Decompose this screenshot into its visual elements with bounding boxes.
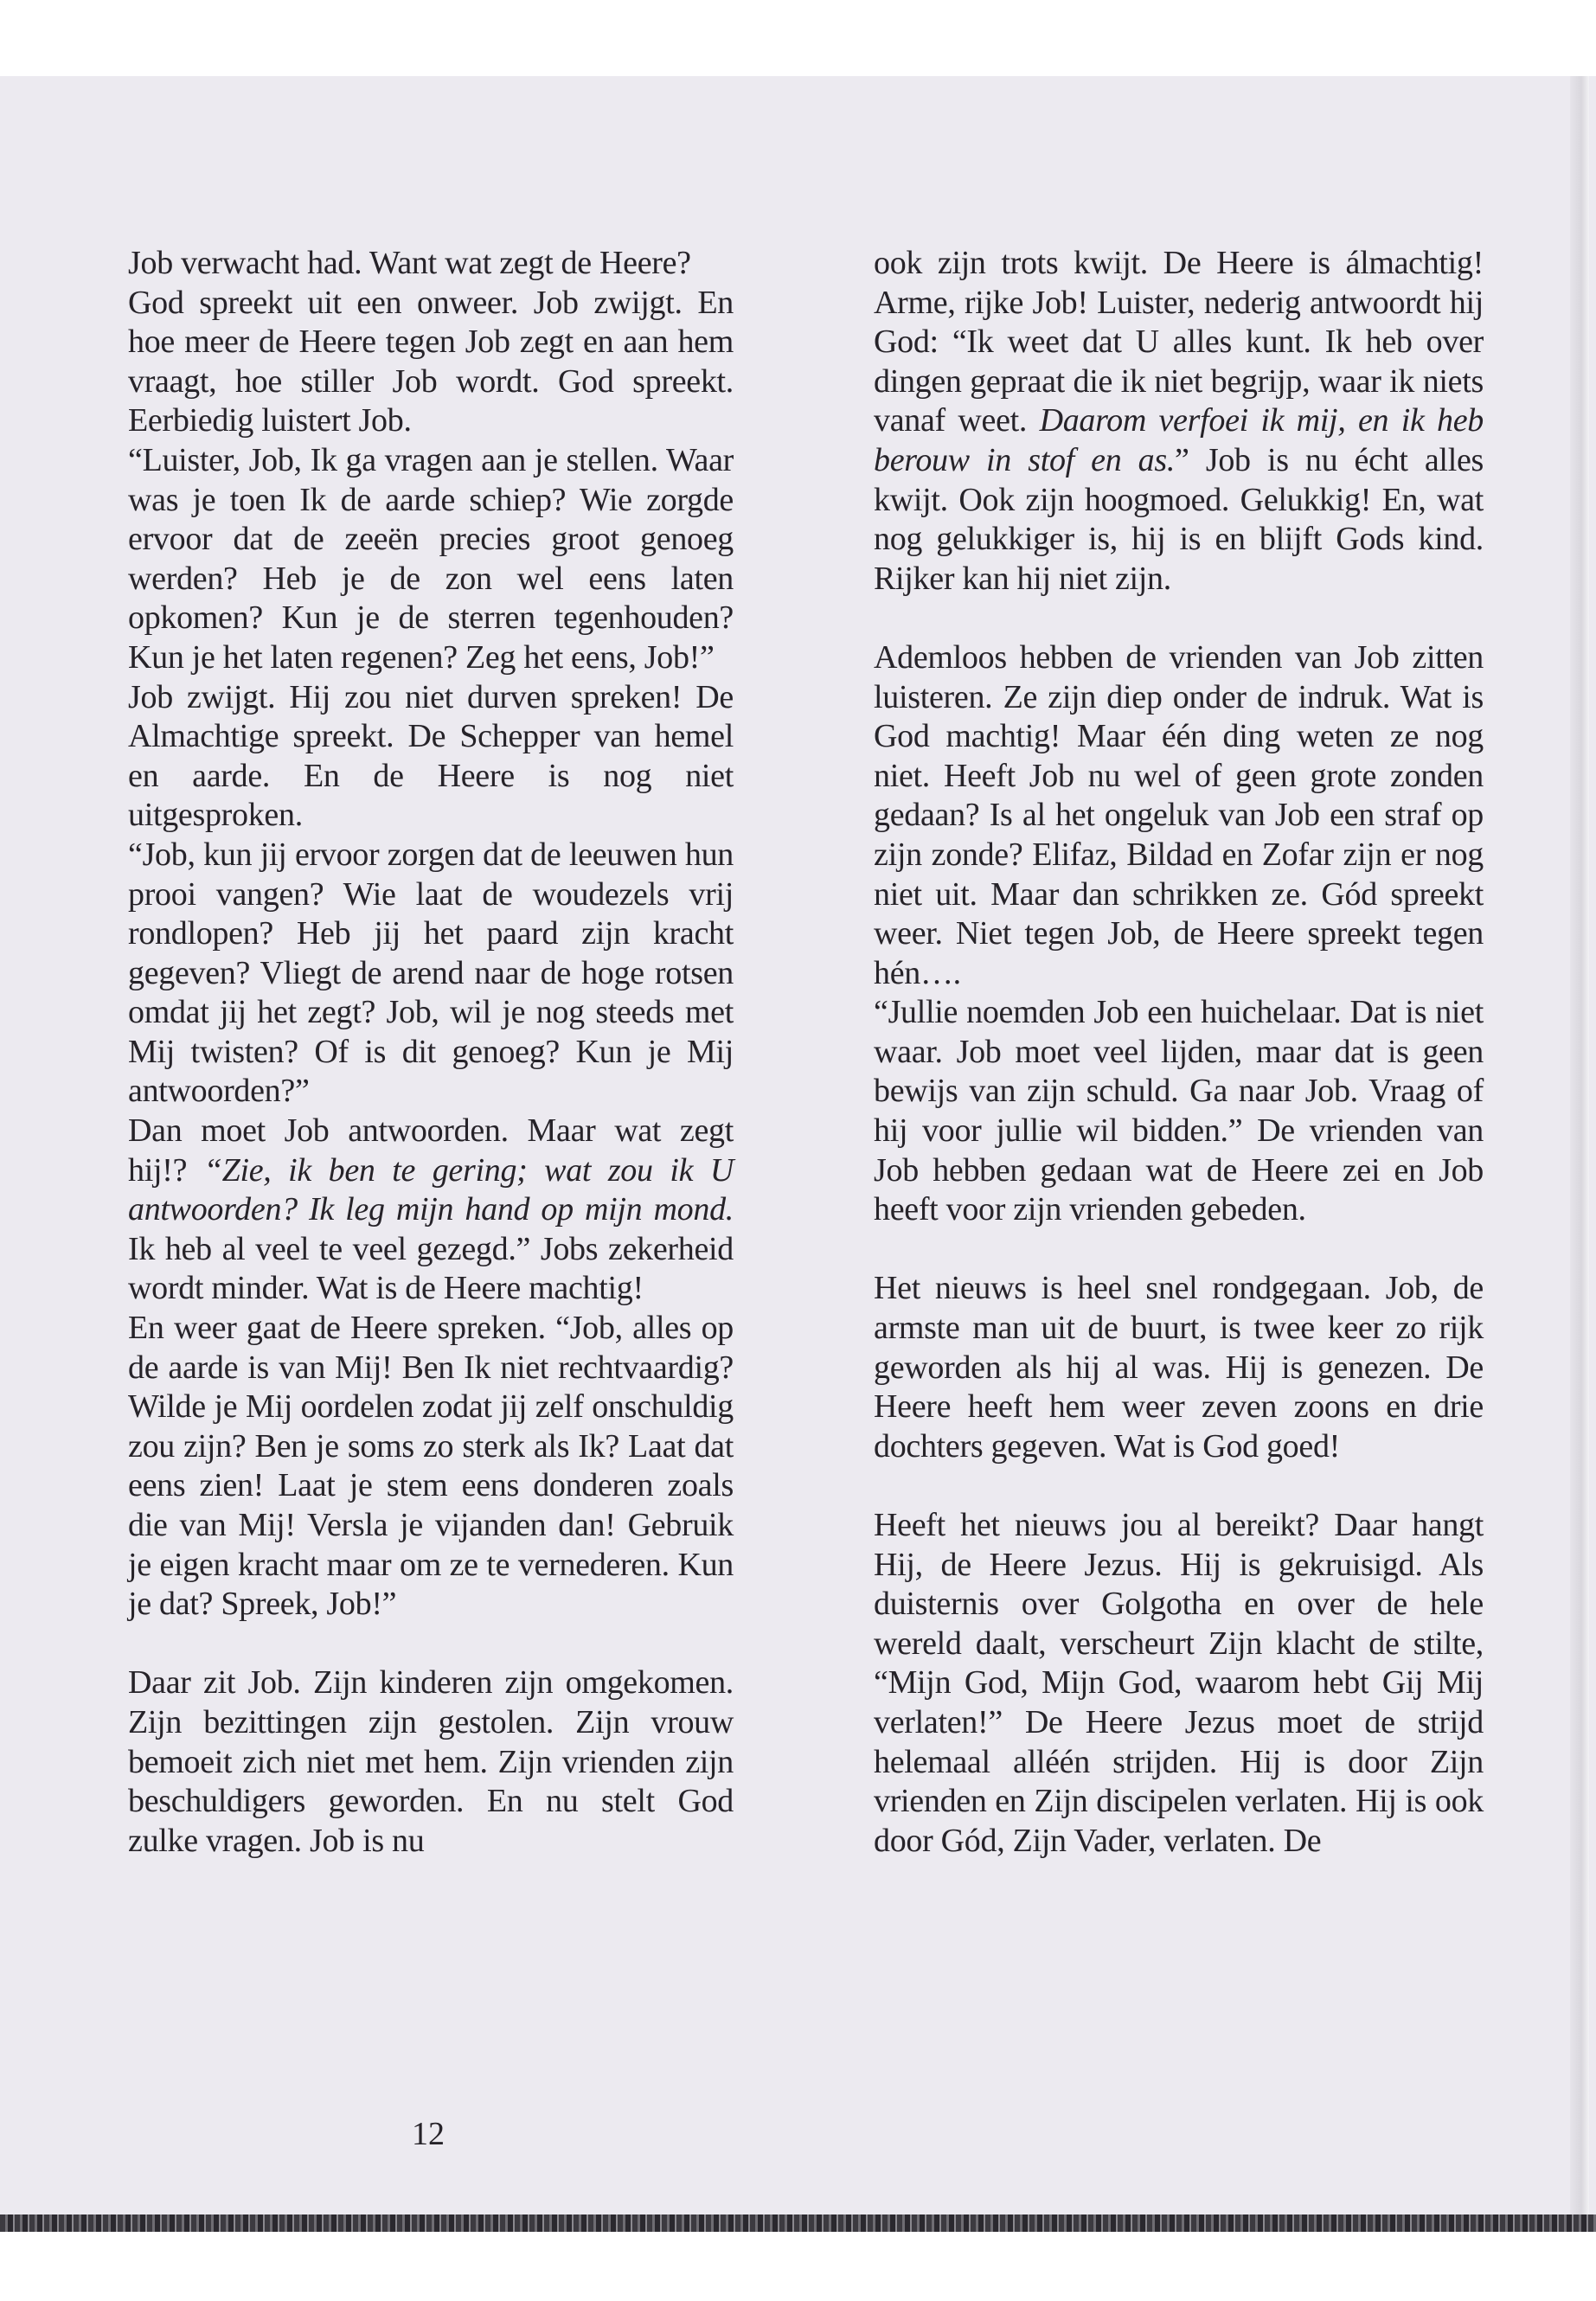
paragraph: “Jullie noemden Job een huichelaar. Dat is niet waar. Job moet veel lijden, maar dat is geen bewijs van zijn schuld. Ga naar Job. Vraag of hij voor jullie wil bidden.” De vrienden van Job hebben gedaan wat de Heere zei en Job heeft voor zijn vrienden gebeden.	[874, 994, 1484, 1228]
paragraph: Job zwijgt. Hij zou niet durven spreken! De Almachtige spreekt. De Schepper van hemel en aarde. En de Heere is nog niet uitgesproken.	[128, 678, 734, 834]
paragraph	[874, 244, 1484, 599]
left-column	[128, 244, 734, 1861]
text-run: ” Job is nu écht alles kwijt. Ook zijn hoogmoed. Gelukkig! En, wat nog gelukkiger is, hij is en blijft Gods kind. Rijker kan hij niet zijn.	[874, 441, 1484, 597]
paragraph: En weer gaat de Heere spreken. “Job, alles op de aarde is van Mij! Ben Ik niet rechtvaardig? Wilde je Mij oordelen zodat jij zelf onschuldig zou zijn? Ben je soms zo sterk als Ik? Laat dat eens zien! Laat je stem eens donderen zoals die van Mij! Versla je vijanden dan! Gebruik je eigen kracht maar om ze te vernederen. Kun je dat? Spreek, Job!”	[128, 1310, 734, 1623]
scan-margin-bottom	[0, 2232, 1596, 2301]
paragraph	[128, 1112, 734, 1309]
paragraph: God spreekt uit een onweer. Job zwijgt. En hoe meer de Heere tegen Job zegt en aan hem vraagt, hoe stiller Job wordt. God spreekt. Eerbiedig luistert Job.	[128, 284, 734, 439]
scripture-quote: “Zie, ik ben te gering; wat zou ik U antwoorden? Ik leg mijn hand op mijn mond.	[128, 1151, 734, 1228]
page-edge-shadow	[1570, 76, 1589, 2232]
scan-margin-top	[0, 0, 1596, 76]
paragraph: Daar zit Job. Zijn kinderen zijn omgekomen. Zijn bezittingen zijn gestolen. Zijn vrouw bemoeit zich niet met hem. Zijn vrienden zijn beschuldigers geworden. En nu stelt God zulke vragen. Job is nu	[128, 1664, 734, 1859]
paragraph: Heeft het nieuws jou al bereikt? Daar hangt Hij, de Heere Jezus. Hij is gekruisigd. Als duisternis over Golgotha en over de hele wereld daalt, verscheurt Zijn klacht de stilte, “Mijn God, Mijn God, waarom hebt Gij Mij verlaten!” De Heere Jezus moet de strijd helemaal alléén strijden. Hij is door Zijn vrienden en Zijn discipelen verlaten. Hij is ook door Gód, Zijn Vader, verlaten. De	[874, 1507, 1484, 1859]
page-bottom-binding	[0, 2214, 1596, 2232]
paragraph: “Job, kun jij ervoor zorgen dat de leeuwen hun prooi vangen? Wie laat de woudezels vrij rondlopen? Heb jij het paard zijn kracht gegeven? Vliegt de arend naar de hoge rotsen omdat jij het zegt? Job, wil je nog steeds met Mij twisten? Of is dit genoeg? Kun je Mij antwoorden?”	[128, 836, 734, 1110]
right-column	[874, 244, 1484, 1861]
paragraph: Ademloos hebben de vrienden van Job zitten luisteren. Ze zijn diep onder de indruk. Wat is God machtig! Maar één ding weten ze nog niet. Heeft Job nu wel of geen grote zonden gedaan? Is al het ongeluk van Job een straf op zijn zonde? Elifaz, Bildad en Zofar zijn er nog niet uit. Maar dan schrikken ze. Gód spreekt weer. Niet tegen Job, de Heere spreekt tegen hén….	[874, 638, 1484, 991]
text-run: Ik heb al veel te veel gezegd.” Jobs zekerheid wordt minder. Wat is de Heere machtig!	[128, 1230, 734, 1307]
text-run: Dan moet Job antwoorden. Maar wat zegt hij!?	[128, 1112, 734, 1189]
paragraph: “Luister, Job, Ik ga vragen aan je stellen. Waar was je toen Ik de aarde schiep? Wie zorgde ervoor dat de zeeën precies groot genoeg werden? Heb je de zon wel eens laten opkomen? Kun je de sterren tegenhouden? Kun je het laten regenen? Zeg het eens, Job!”	[128, 441, 734, 676]
scripture-quote: Daarom verfoei ik mij, en ik heb berouw in stof en as.	[874, 402, 1484, 478]
paragraph: Het nieuws is heel snel rondgegaan. Job, de armste man uit de buurt, is twee keer zo rijk geworden als hij al was. Hij is genezen. De Heere heeft hem weer zeven zoons en drie dochters gegeven. Wat is God goed!	[874, 1270, 1484, 1465]
paragraph: Job verwacht had. Want wat zegt de Heere?	[128, 245, 691, 281]
text-run: ook zijn trots kwijt. De Heere is álmachtig! Arme, rijke Job! Luister, nederig antwoordt hij God: “Ik weet dat U alles kunt. Ik heb over dingen gepraat die ik niet begrijp, waar ik niets vanaf weet.	[874, 245, 1484, 439]
page-number: 12	[412, 2116, 445, 2152]
